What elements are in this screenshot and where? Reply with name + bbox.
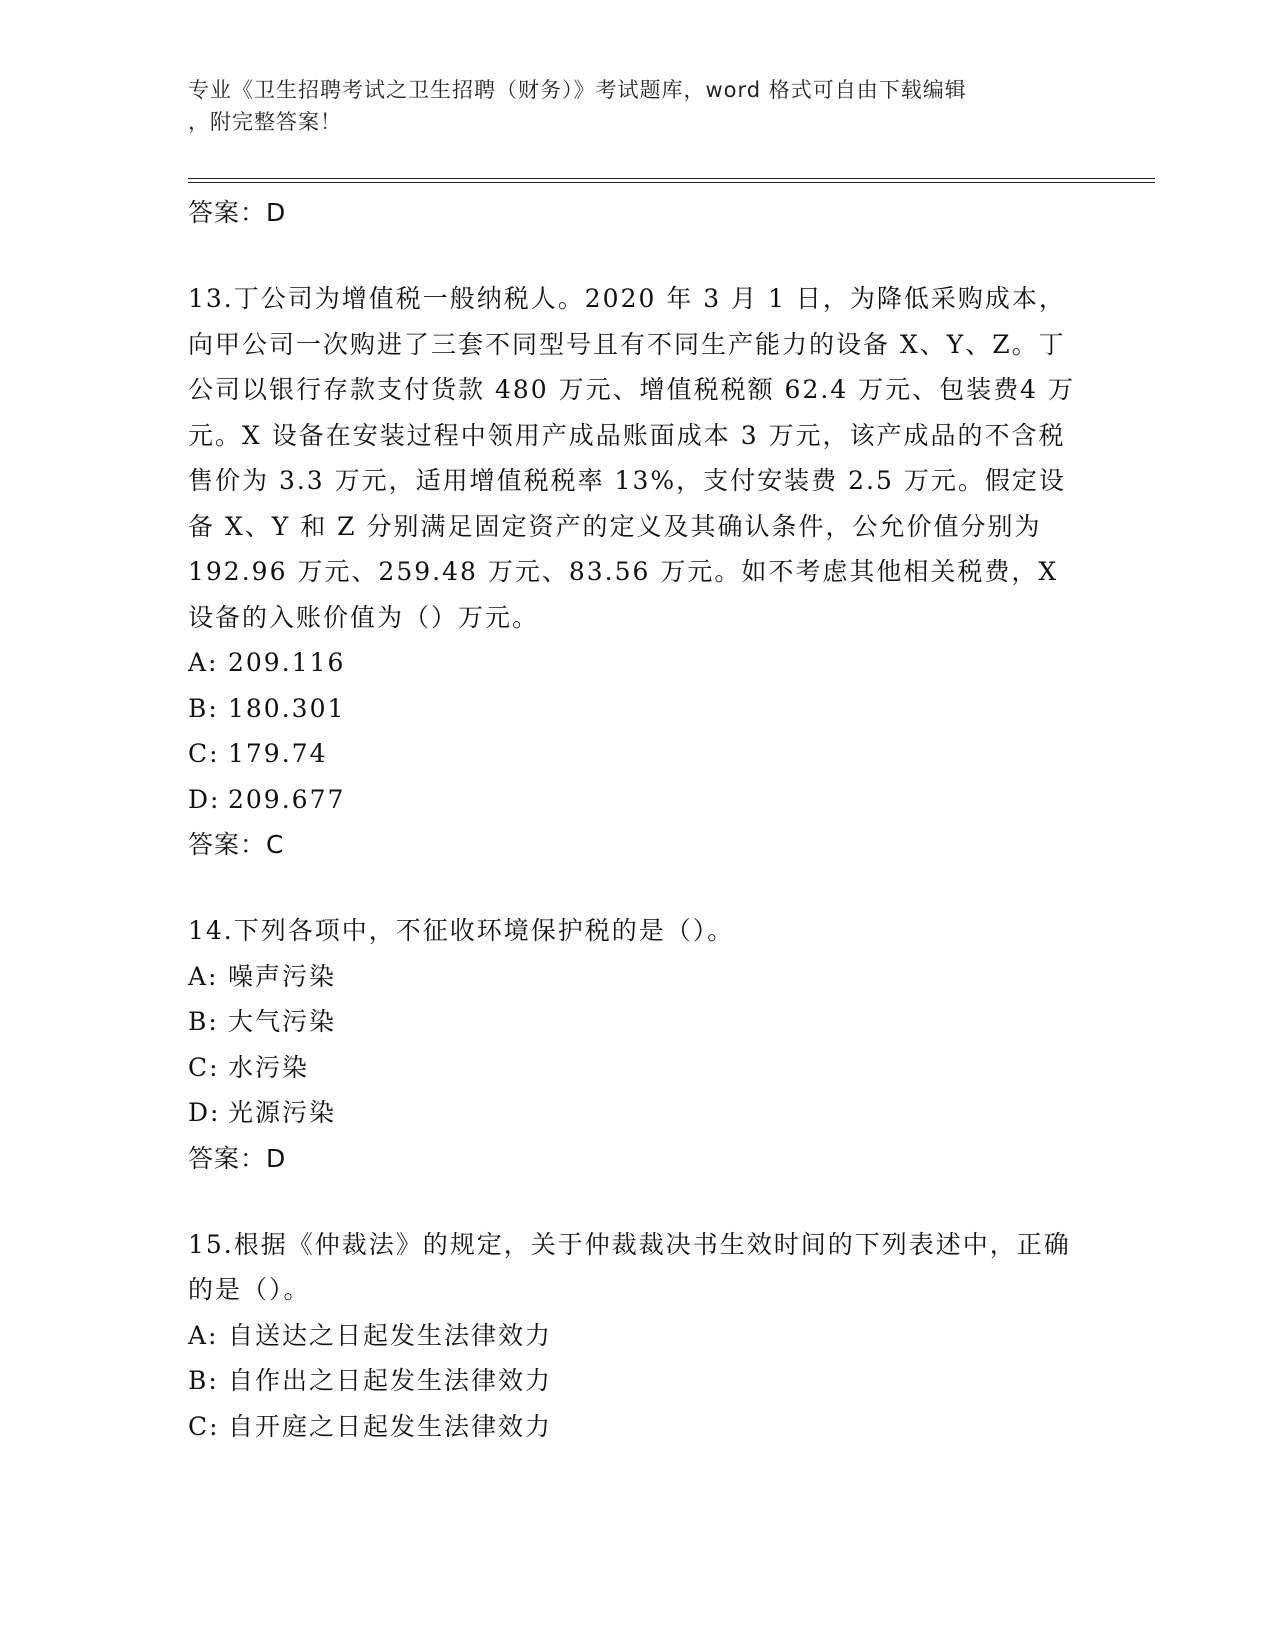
option-b (188, 1358, 1088, 1404)
option-text: 水污染 (228, 1052, 310, 1082)
option-letter: D: (188, 1098, 221, 1127)
answer: 答案：C (188, 830, 285, 859)
document-header (188, 74, 1068, 138)
option-c (188, 1404, 1088, 1450)
answer: 答案：D (188, 1143, 287, 1173)
question-stem: 15.根据《仲裁法》的规定，关于仲裁裁决书生效时间的下列表述中，正确的是（）。 (188, 1229, 1071, 1304)
header-line-2: ，附完整答案！ (188, 110, 342, 134)
option-letter: B: (188, 1007, 219, 1036)
option-b (188, 686, 1088, 732)
option-letter: C: (188, 1052, 220, 1082)
option-a (188, 640, 1088, 686)
option-a (188, 1313, 1088, 1359)
question-stem: 13.丁公司为增值税一般纳税人。2020 年 3 月 1 日，为降低采购成本，向甲公司一次购进了三套不同型号且有不同生产能力的设备 X、Y、Z。丁公司以银行存款支付货款 480 万元、增值税税额 62.4 万元、包装费4 万元。X 设备在安装过程中领用产成品账面成本 3 万元，该产成品的不含税售价为 3.3 万元，适用增值税税率 13%，支付安装费 2.5 万元。假定设备 X、Y 和 Z 分别满足固定资产的定义及其确认条件，公允价值分别为 192.96 万元、259.48 万元、83.56 万元。如不考虑其他相关税费，X 设备的入账价值为（）万元。 (188, 284, 1076, 632)
header-rule-bottom (188, 182, 1155, 183)
option-text: 自送达之日起发生法律效力 (228, 1320, 553, 1350)
question-13 (188, 276, 1088, 868)
option-letter: B: (188, 693, 219, 723)
option-d (188, 1090, 1088, 1136)
option-text: 大气污染 (228, 1007, 337, 1036)
question-14 (188, 908, 1088, 1182)
option-text: 光源污染 (228, 1098, 337, 1127)
option-text: 209.116 (228, 648, 346, 677)
option-text: 自作出之日起发生法律效力 (228, 1366, 553, 1395)
header-line-1: 专业《卫生招聘考试之卫生招聘（财务）》考试题库，word 格式可自由下载编辑 (188, 78, 967, 102)
option-text: 自开庭之日起发生法律效力 (228, 1411, 553, 1441)
question-15 (188, 1222, 1088, 1450)
option-d (188, 777, 1088, 823)
document-body (188, 190, 1088, 1449)
option-text: 180.301 (228, 693, 346, 723)
option-c (188, 1045, 1088, 1091)
option-letter: A: (188, 648, 219, 677)
option-a (188, 954, 1088, 1000)
question-stem: 14.下列各项中，不征收环境保护税的是（）。 (188, 916, 735, 945)
option-text: 209.677 (228, 784, 346, 814)
option-text: 179.74 (228, 739, 328, 768)
option-letter: B: (188, 1366, 219, 1395)
option-letter: D: (188, 784, 221, 814)
option-text: 噪声污染 (228, 961, 337, 991)
header-rule-top (188, 178, 1155, 179)
option-c (188, 731, 1088, 777)
option-letter: A: (188, 961, 219, 991)
option-letter: A: (188, 1320, 219, 1350)
option-letter: C: (188, 1411, 220, 1441)
option-b (188, 999, 1088, 1045)
previous-answer: 答案：D (188, 198, 287, 227)
option-letter: C: (188, 739, 220, 768)
